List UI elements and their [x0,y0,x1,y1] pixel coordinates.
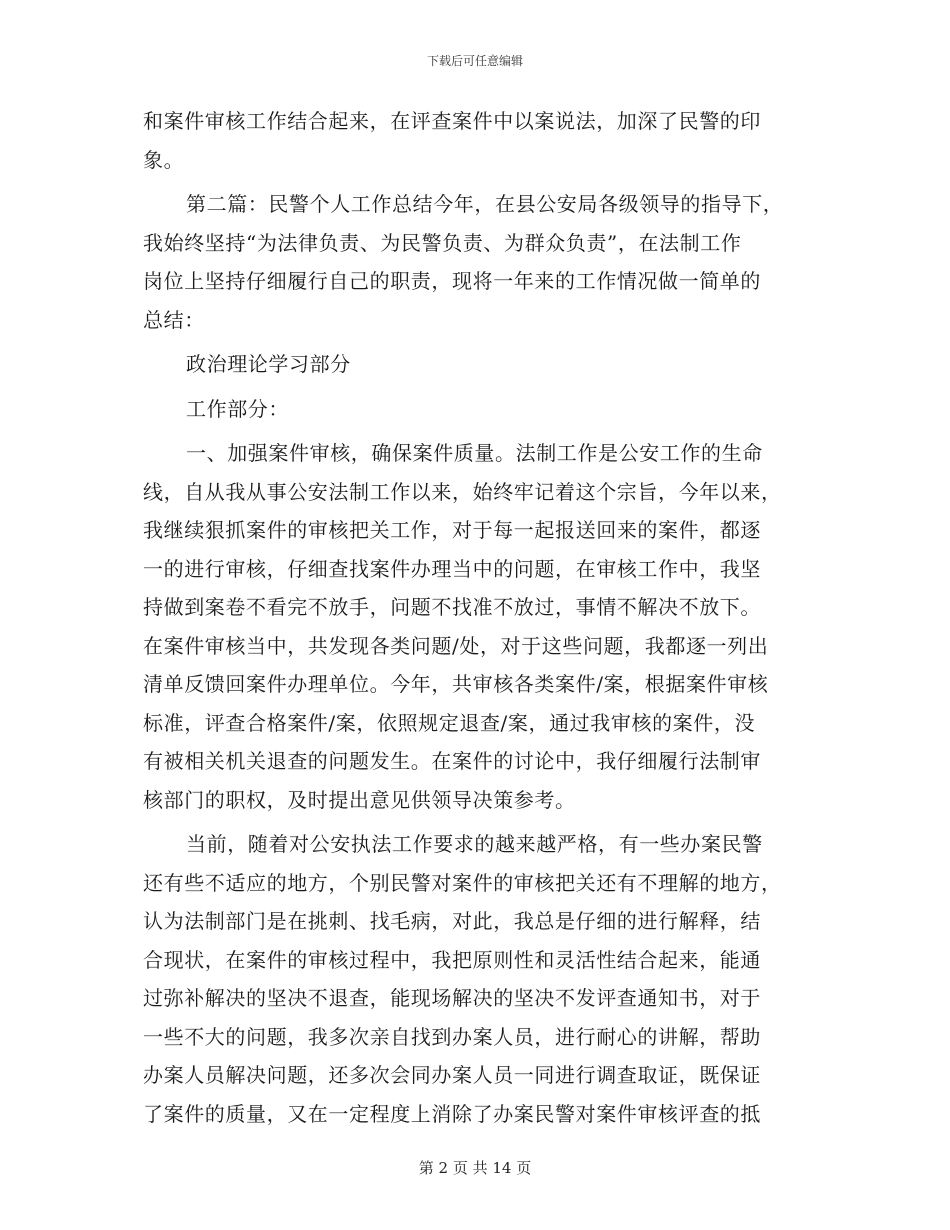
text-line: 过弥补解决的坚决不退查，能现场解决的坚决不发评查通知书，对于 [143,986,761,1010]
paragraph [143,102,803,179]
page-header: 下载后可任意编辑 [426,54,523,68]
text-line: 在案件审核当中，共发现各类问题/处，对于这些问题，我都逐一列出 [143,633,769,658]
text-line: 核部门的职权，及时提出意见供领导决策参考。 [143,787,576,812]
text-line: 第二篇：民警个人工作总结今年，在县公安局各级领导的指导下， [186,192,784,216]
text-line: 岗位上坚持仔细履行自己的职责，现将一年来的工作情况做一简单的 [143,269,761,293]
text-line: 线，自从我从事公安法制工作以来，始终牢记着这个宗旨，今年以来， [143,479,782,504]
text-line: 合现状，在案件的审核过程中，我把原则性和灵活性结合起来，能通 [143,947,761,972]
paragraph [143,345,803,384]
text-line: 有被相关机关退查的问题发生。在案件的讨论中，我仔细履行法制审 [143,749,761,773]
text-line: 象。 [143,147,185,172]
text-line: 我始终坚持“为法律负责、为民警负责、为群众负责”，在法制工作 [143,230,742,255]
text-line: 一些不大的问题，我多次亲自找到办案人员，进行耐心的讲解，帮助 [143,1024,761,1049]
text-line: 清单反馈回案件办理单位。今年，共审核各类案件/案，根据案件审核 [143,672,769,696]
text-line: 了案件的质量，又在一定程度上消除了办案民警对案件审核评查的抵 [143,1101,761,1126]
text-line: 一、加强案件审核，确保案件质量。法制工作是公安工作的生命 [186,441,763,465]
text-line: 我继续狠抓案件的审核把关工作，对于每一起报送回来的案件，都逐 [143,518,761,542]
text-line: 办案人员解决问题，还多次会同办案人员一同进行调查取证，既保证 [143,1063,761,1087]
section-heading: 政治理论学习部分 [186,352,351,376]
text-line: 当前，随着对公安执法工作要求的越来越严格，有一些办案民警 [186,832,763,856]
text-line: 一的进行审核，仔细查找案件办理当中的问题，在审核工作中，我坚 [143,556,761,581]
paragraph [143,390,803,429]
section-heading: 工作部分： [186,396,289,421]
paragraph [143,434,803,819]
text-line: 认为法制部门是在挑刺、找毛病，对此，我总是仔细的进行解释，结 [143,909,761,933]
text-line: 持做到案卷不看完不放手，问题不找准不放过，事情不解决不放下。 [143,595,761,619]
paragraph [143,185,803,339]
text-line: 和案件审核工作结合起来，在评查案件中以案说法，加深了民警的印 [143,109,761,133]
text-line: 还有些不适应的地方，个别民警对案件的审核把关还有不理解的地方， [143,870,782,895]
text-line: 总结： [143,307,205,332]
page-footer: 第 2 页 共 14 页 [418,1159,532,1177]
text-line: 标准，评查合格案件/案，依照规定退查/案，通过我审核的案件，没 [143,710,756,735]
paragraph [143,825,803,1133]
document-body [143,102,803,1133]
